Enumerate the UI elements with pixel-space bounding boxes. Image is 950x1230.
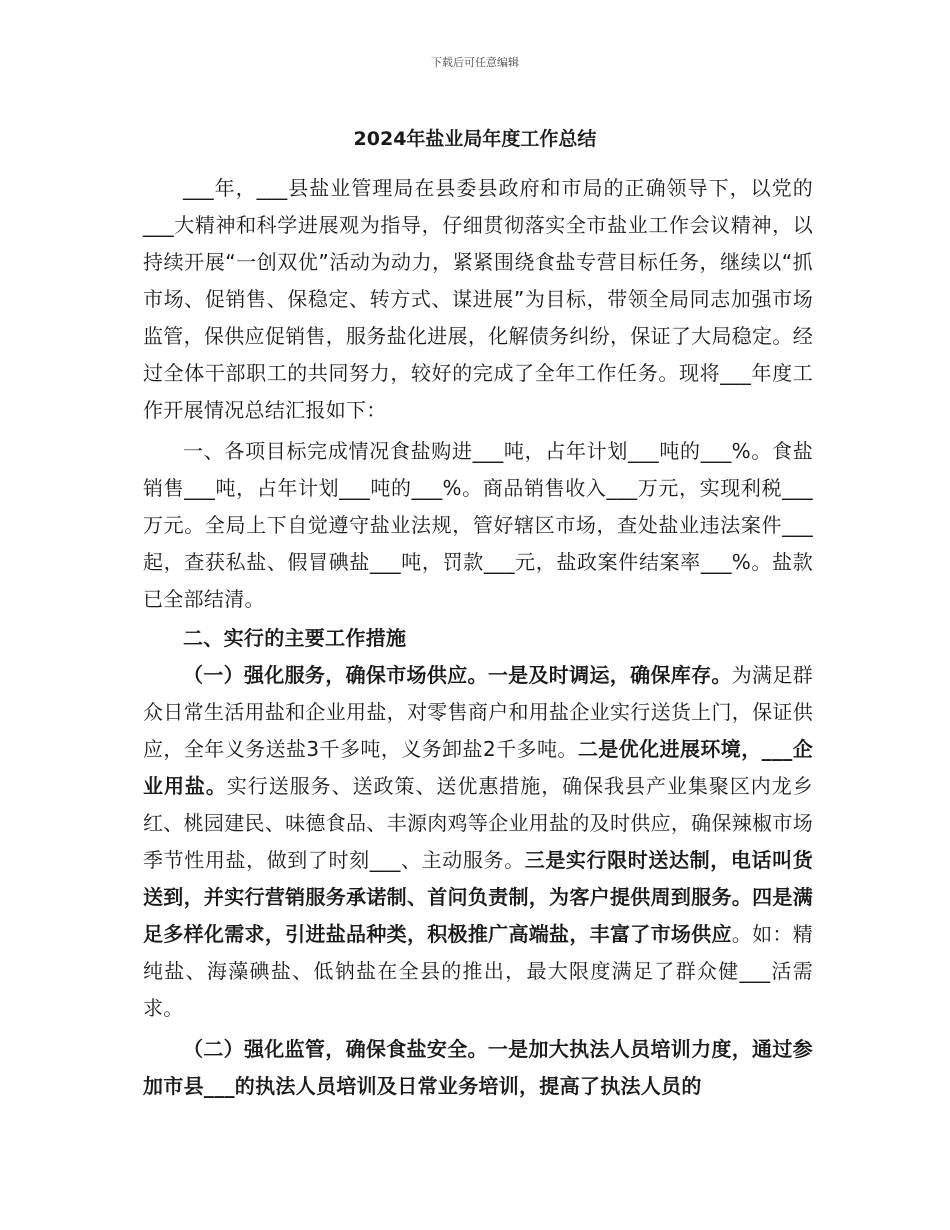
header-note: 下载后可任意编辑 [431,56,519,69]
text-run: 为满足群众日常生活用盐和企业用盐，对零售商户和用盐企业实行送货上门，保证供应，全年义务送盐3千多吨，义务卸盐2千多吨。 [143,663,813,761]
bold-run: 二是优化进展环境，___企业用盐。 [143,737,813,798]
document-title: 2024年盐业局年度工作总结 [353,128,597,150]
section-2-heading: 二、实行的主要工作措施 [183,626,407,650]
text-run: 实行送服务、送政策、送优惠措施，确保我县产业集聚区内龙乡红、桃园建民、味德食品、丰源肉鸡等企业用盐的及时供应，确保辣椒市场季节性用盐，做到了时刻___、主动服务。 [143,774,814,872]
intro-paragraph: ___年，___县盐业管理局在县委县政府和市局的正确领导下，以党的___大精神和科学进展观为指导，仔细贯彻落实全市盐业工作会议精神，以持续开展“一创双优”活动为动力，紧紧围绕食盐专营目标任务，继续以“抓市场、促销售、保稳定、转方式、谋进展”为目标，带领全局同志加强市场监管，保供应促销售，服务盐化进展，化解债务纠纷，保证了大局稳定。经过全体干部职工的共同努力，较好的完成了全年工作任务。现将___年度工作开展情况总结汇报如下： [143,176,813,422]
section-1-paragraph: 一、各项目标完成情况食盐购进___吨，占年计划___吨的___%。食盐销售___吨，占年计划___吨的___%。商品销售收入___万元，实现利税___万元。全局上下自觉遵守盐业法规，管好辖区市场，查处盐业违法案件___起，查获私盐、假冒碘盐___吨，罚款___元，盐政案件结案率___%。盐款已全部结清。 [143,439,813,611]
section-2-paragraph-2 [143,1031,813,1105]
section-2-paragraph-1 [143,657,813,1027]
bold-run: （二）强化监管，确保食盐安全。一是加大执法人员培训力度，通过参加市县___的执法人员培训及日常业务培训，提高了执法人员的 [143,1037,813,1098]
bold-run: （一）强化服务，确保市场供应。一是及时调运，确保库存。 [183,663,732,687]
document-body [143,170,813,1105]
text-run: 。如：精纯盐、海藻碘盐、低钠盐在全县的推出，最大限度满足了群众健___活需求。 [143,922,814,1020]
bold-run: 三是实行限时送达制，电话叫货送到，并实行营销服务承诺制、首问负责制，为客户提供周到服务。四是满足多样化需求，引进盐品种类，积极推广高端盐，丰富了市场供应 [143,848,814,946]
